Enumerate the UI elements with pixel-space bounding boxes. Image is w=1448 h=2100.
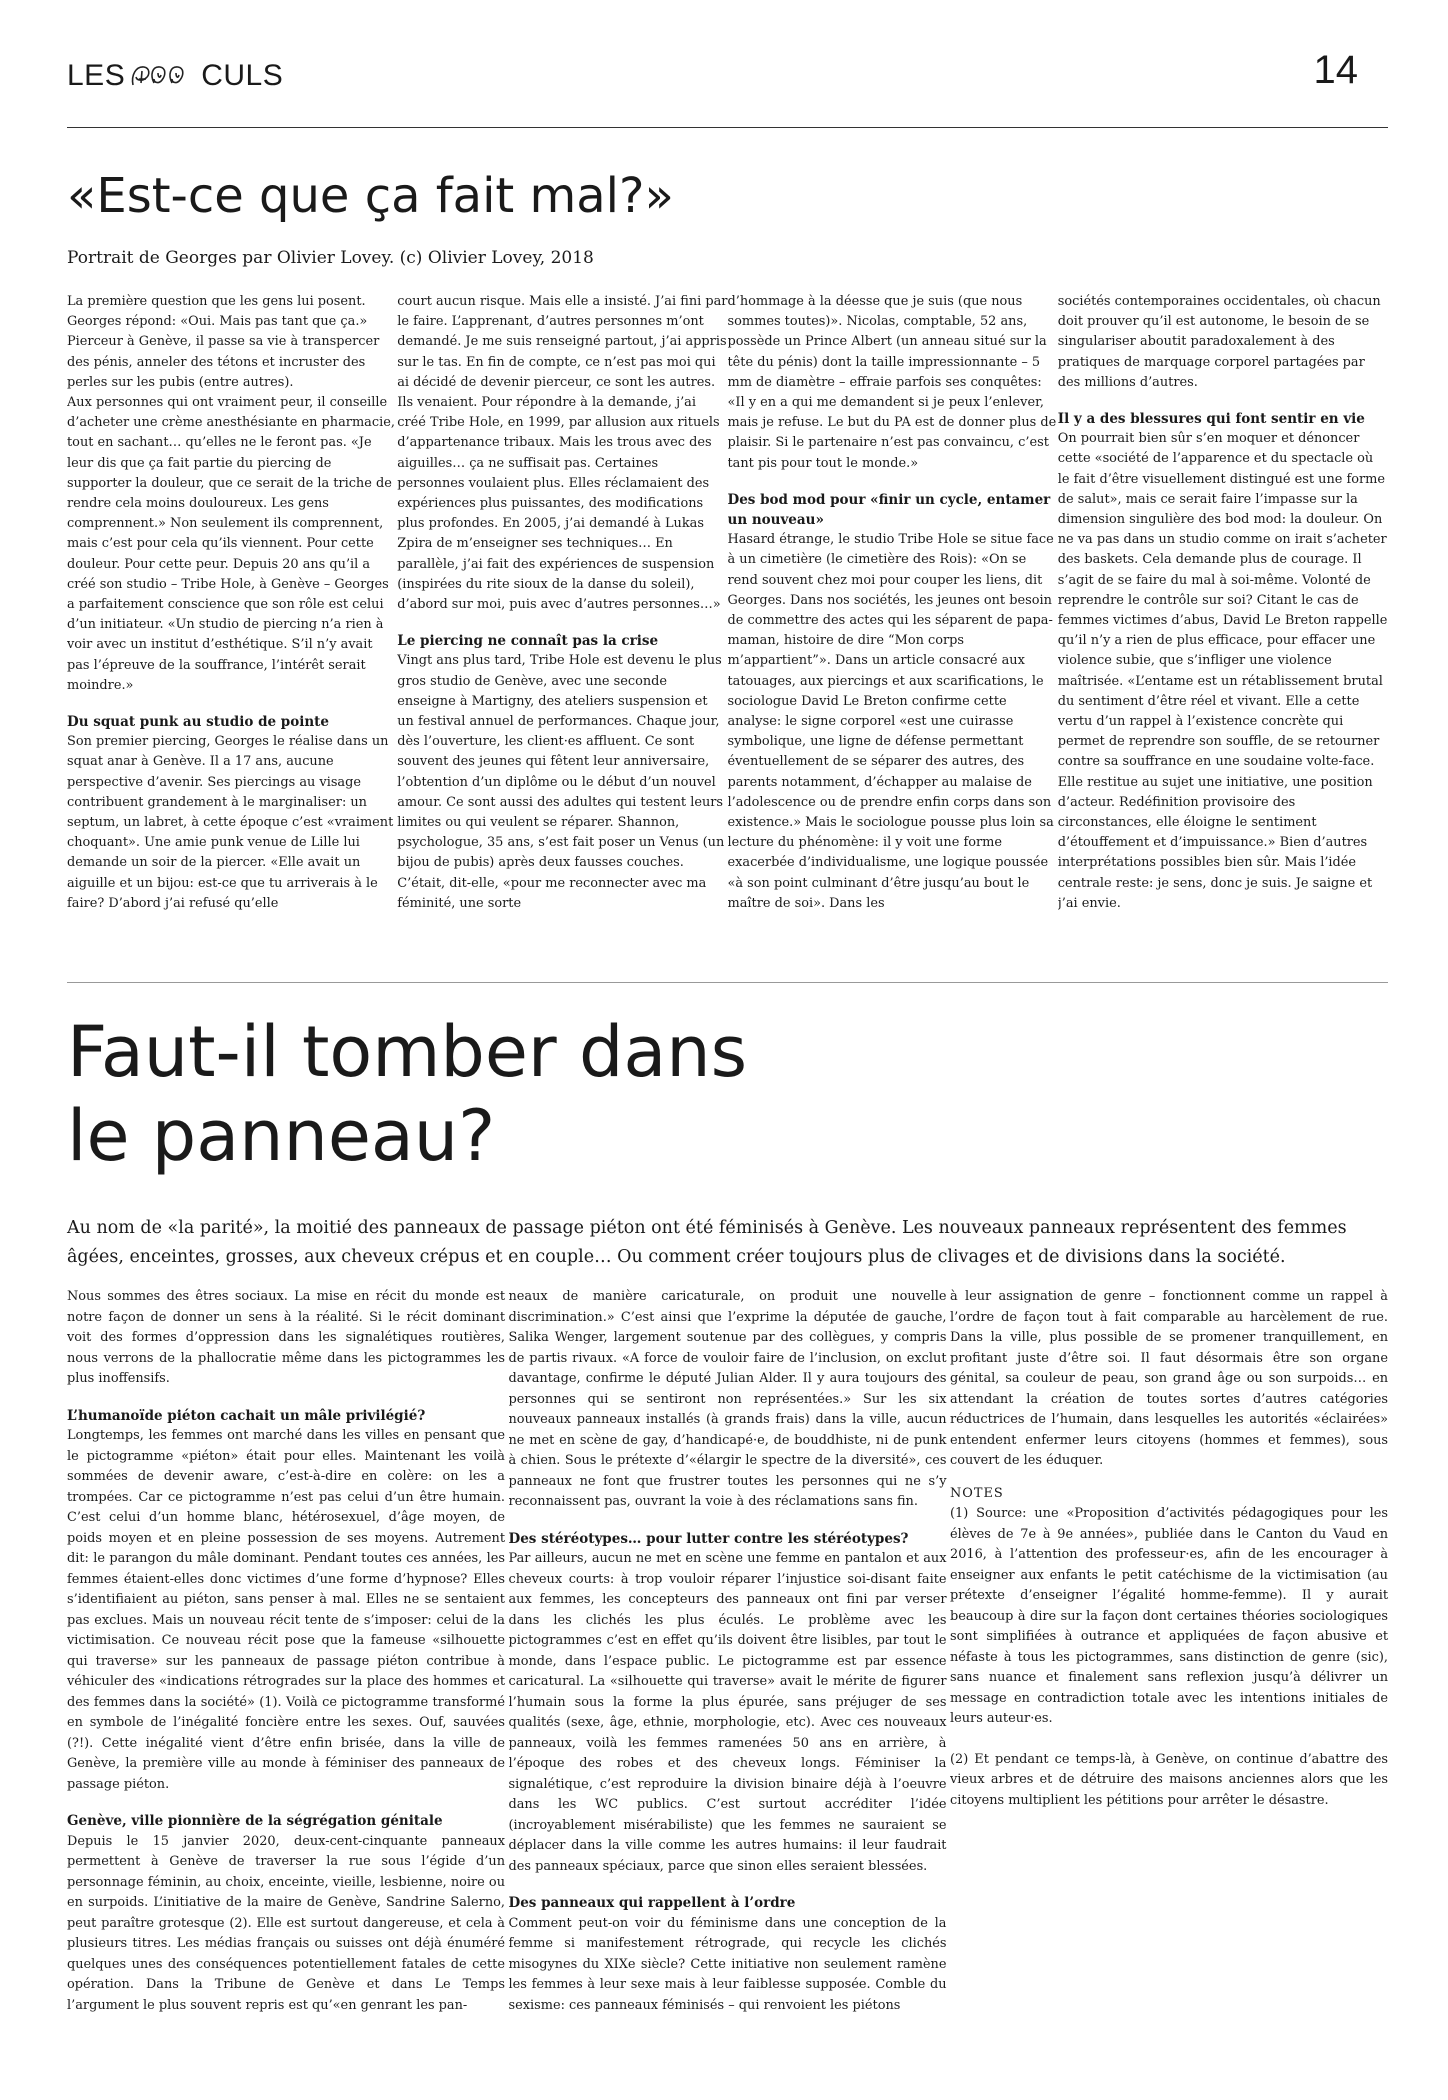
subheading: Des panneaux qui rappellent à l’ordre <box>508 1895 796 1911</box>
paragraph: Comment peut-on voir du féminisme dans une conception de la femme si manifestement rétrograde, qui recycle les clichés misogynes du XIXe siècle? Cette initiative non seulement ramène les femmes à leur sexe mais à leur faiblesse supposée. Comble du sexisme: ces panneaux féminisés – qui renvoient les piétons <box>508 1915 947 2013</box>
subheading: Du squat punk au studio de pointe <box>67 714 330 731</box>
paragraph: d’hommage à la déesse que je suis (que nous sommes toutes)». Nicolas, comptable, 52 ans, possède un Prince Albert (un anneau situé sur la tête du pénis) dont la taille impressionnante – 5 mm de diamètre – effraie parfois ses conquêtes: «Il y en a qui me demandent si je peux l’enlever, mais je refuse. Le but du PA est de donner plus de plaisir. Si le partenaire n’est pas convaincu, c’est tant pis pour tout le monde.» <box>727 294 1057 471</box>
article1-column <box>728 292 1058 962</box>
paragraph: Nous sommes des êtres sociaux. La mise en récit du monde est notre façon de donner un sens à la réalité. Si le récit dominant voit des formes d’oppression dans les signalétiques routières, nous verrons de la phallocratie même dans les pictogrammes les plus inoffensifs. <box>67 1289 505 1386</box>
paragraph: (1) Source: une «Proposition d’activités pédagogiques pour les élèves de 7e à 9e années», publiée dans le Canton du Vaud en 2016, à l’attention des professeur·es, afin de les encourager à enseigner aux enfants le petit catéchisme de la victimisation (au prétexte d’enseigner l’égalité homme-femme). Il y aurait beaucoup à dire sur la façon dont certaines théories sociologiques sont simplifiées à outrance et appliquées de façon abusive et néfaste à tous les pictogrammes, sans distinction de genre (sic), sans nuance et finalement sans reflexion jusqu’à délivrer un message en contradiction totale avec les intentions initiales de leurs auteur·es. <box>950 1506 1388 1726</box>
article2-column <box>950 1287 1388 2087</box>
article2-body <box>67 1287 1388 2087</box>
subheading: Il y a des blessures qui font sentir en vie <box>1057 411 1365 428</box>
article2-title-line1: Faut-il tomber dans <box>67 1011 748 1093</box>
article1-column <box>1058 292 1388 962</box>
section-divider <box>67 982 1388 983</box>
header-rule <box>67 127 1388 128</box>
paragraph: Depuis le 15 janvier 2020, deux-cent-cinquante panneaux permettent à Genève de traverser la rue sous l’égide d’un personnage féminin, au choix, enceinte, vieille, lesbienne, noire ou en surpoids. L’initiative de la maire de Genève, Sandrine Salerno, peut paraître grotesque (2). Elle est surtout dangereuse, et cela à plusieurs titres. Les médias français ou suisses ont déjà énuméré quelques unes des conséquences potentiellement fatales de cette opération. Dans la Tribune de Genève et dans Le Temps l’argument le plus souvent repris est qu’«en genrant les pan- <box>67 1833 505 2013</box>
subheading: Le piercing ne connaît pas la crise <box>397 633 659 650</box>
subheading: Genève, ville pionnière de la ségrégation génitale <box>67 1813 443 1829</box>
paragraph: Vingt ans plus tard, Tribe Hole est devenu le plus gros studio de Genève, avec une seconde enseigne à Martigny, des ateliers suspension et un festival annuel de performances. Chaque jour, dès l’ouverture, les client·es affluent. Ce sont souvent des jeunes qui fêtent leur anniversaire, l’obtention d’un diplôme ou le début d’un nouvel amour. Ce sont aussi des adultes qui testent leurs limites ou qui veulent se réparer. Shannon, psychologue, 35 ans, s’est fait poser un Venus (un bijou de pubis) après deux fausses couches. C’était, dit-elle, «pour me reconnecter avec ma féminité, une sorte <box>397 653 725 911</box>
masthead <box>67 52 283 100</box>
paragraph: sociétés contemporaines occidentales, où chacun doit prouver qu’il est autonome, le besoin de se singulariser aboutit paradoxalement à des pratiques de marquage corporel partagées par des millions d’autres. <box>1057 294 1381 390</box>
paragraph: court aucun risque. Mais elle a insisté. J’ai fini par le faire. L’apprenant, d’autres personnes m’ont demandé. Je me suis renseigné partout, j’ai appris sur le tas. En fin de compte, ce n’est pas moi qui ai décidé de devenir pierceur, ce sont les autres. Ils venaient. Pour répondre à la demande, j’ai créé Tribe Hole, en 1999, par allusion aux rituels d’appartenance tribaux. Mais les trous avec des aiguilles… ça ne suffisait pas. Certaines personnes voulaient plus. Elles réclamaient des expériences plus puissantes, des modifications plus profondes. En 2005, j’ai demandé à Lukas Zpira de m’enseigner ses techniques… En parallèle, j’ai fait des expériences de suspension (inspirées du rite sioux de la danse du soleil), d’abord sur moi, puis avec d’autres personnes…» <box>397 294 728 613</box>
paragraph: Hasard étrange, le studio Tribe Hole se situe face à un cimetière (le cimetière des Rois): «On se rend souvent chez moi pour couper les liens, dit Georges. Dans nos sociétés, les jeunes ont besoin de commettre des actes qui les séparent de papa-maman, histoire de dire “Mon corps m’appartient”». Dans un article consacré aux tatouages, aux piercings et aux scarifications, le sociologue David Le Breton confirme cette analyse: le signe corporel «est une cuirasse symbolique, une ligne de défense permettant éventuellement de se séparer des autres, des parents notamment, d’échapper au malaise de l’adolescence ou de prendre enfin corps dans son existence.» Mais le sociologue pousse plus loin sa lecture du phénomène: il y voit une forme exacerbée d’individualisme, une logique poussée «à son point culminant d’être jusqu’au bout le maître de soi». Dans les <box>727 532 1054 911</box>
notes-label: NOTES <box>950 1485 1004 1501</box>
subheading: Des stéréotypes… pour lutter contre les stéréotypes? <box>508 1530 909 1547</box>
article2-title <box>67 1010 747 1178</box>
photo-caption: Portrait de Georges par Olivier Lovey. (c) Olivier Lovey, 2018 <box>67 248 594 268</box>
article1-body <box>67 292 1388 962</box>
subheading: L’humanoïde piéton cachait un mâle privilégié? <box>67 1407 426 1424</box>
brand-left: LES <box>67 59 126 92</box>
paragraph: Longtemps, les femmes ont marché dans les villes en pensant que le pictogramme «piéton» était pour elles. Maintenant les voilà sommées de devenir aware, c’est-à-dire en colère: on les a trompées. Car ce pictogramme n’est pas celui d’un être humain. C’est celui d’un homme blanc, hétérosexuel, d’âge moyen, de poids moyen et en pleine possession de ses moyens. Autrement dit: le parangon du mâle dominant. Pendant toutes ces années, les femmes étaient-elles donc victimes d’une forme d’hypnose? Elles s’identifiaient au piéton, sans penser à mal. Elles ne se sentaient pas exclues. Mais un nouveau récit tente de s’imposer: celui de la victimisation. Ce nouveau récit pose que la fameuse «silhouette qui traverse» sur les panneaux de passage piéton contribue à véhiculer des «indications rétrogrades sur la place des hommes et des femmes dans la société» (1). Voilà ce pictogramme transformé en symbole de l’inégalité foncière entre les sexes. Ouf, sauvées (?!). Cette inégalité vient d’être enfin brisée, dans la ville de Genève, la première ville au monde à féminiser des panneaux de passage piéton. <box>67 1428 505 1792</box>
article2-lede: Au nom de «la parité», la moitié des panneaux de passage piéton ont été féminisés à Genève. Les nouveaux panneaux représentent des femmes âgées, enceintes, grosses, aux cheveux crépus et en couple… Ou comment créer toujours plus de clivages et de divisions dans la société. <box>67 1217 1347 1267</box>
brand-right: CULS <box>201 59 284 92</box>
article2-column <box>67 1287 505 2087</box>
article1-column <box>67 292 397 962</box>
paragraph: neaux de manière caricaturale, on produit une nouvelle discrimination.» C’est ainsi que l’exprime la députée de gauche, Salika Wenger, largement soutenue par des collègues, y compris de partis rivaux. «A force de vouloir faire de l’inclusion, on exclut davantage, confirme le député Julian Alder. Il y aura toujours des personnes qui se sentiront non représentées.» Sur les six nouveaux panneaux installés (à grands frais) dans la ville, aucun ne met en scène de gay, d’handicapé·e, de bouddhiste, ni de punk à chien. Sous le prétexte d’«élargir le spectre de la diversité», ces panneaux ne font que frustrer toutes les personnes qui ne s’y reconnaissent pas, ouvrant la voie à des réclamations sans fin. <box>508 1289 947 1509</box>
paragraph: Son premier piercing, Georges le réalise dans un squat anar à Genève. Il a 17 ans, aucune perspective d’avenir. Ses piercings au visage contribuent grandement à le marginaliser: un septum, un labret, à cette époque c’est «vraiment choquant». Une amie punk venue de Lille lui demande un soir de la piercer. «Elle avait un aiguille et un bijou: est-ce que tu arriverais à le faire? D’abord j’ai refusé qu’elle <box>67 734 394 911</box>
paragraph: On pourrait bien sûr s’en moquer et dénoncer cette «société de l’apparence et du spectacle où le fait d’être visuellement distingué est une forme de salut», mais ce serait faire l’impasse sur la dimension singulière des bod mod: la douleur. On ne va pas dans un studio comme on irait s’acheter des baskets. Cela demande plus de courage. Il s’agit de se faire du mal à soi-même. Volonté de reprendre le contrôle sur soi? Citant le cas de femmes victimes d’abus, David Le Breton rappelle qu’il n’y a rien de plus efficace, pour effacer une violence subie, que s’infliger une violence maîtrisée. «L’entame est un rétablissement brutal du sentiment d’être réel et vivant. Elle a cette vertu d’un rappel à l’existence concrète qui permet de reprendre son souffle, de se retourner contre sa souffrance en une soudaine volte-face. Elle restitue au sujet une initiative, une position d’acteur. Redéfinition provisoire des circonstances, elle éloigne le sentiment d’étouffement et d’impuissance.» Bien d’autres interprétations possibles bien sûr. Mais l’idée centrale reste: je sens, donc je suis. Je saigne et j’ai envie. <box>1057 431 1388 911</box>
paragraph: La première question que les gens lui posent. Georges répond: «Oui. Mais pas tant que ça.» Pierceur à Genève, il passe sa vie à transpercer des pénis, anneler des tétons et incruster des perles sur les pubis (entre autres). <box>67 294 380 390</box>
page-number: 14 <box>1313 48 1358 92</box>
paragraph: (2) Et pendant ce temps-là, à Genève, on continue d’abattre des vieux arbres et de détruire des maisons anciennes alors que les citoyens multiplient les pétitions pour arrêter le désastre. <box>950 1751 1388 1808</box>
article2-column <box>509 1287 947 2087</box>
article1-column <box>397 292 727 962</box>
subheading: Des bod mod pour «finir un cycle, entamer un nouveau» <box>727 491 1051 529</box>
logo-buttocks-icon <box>128 61 198 91</box>
article2-title-line2: le panneau? <box>67 1095 496 1177</box>
paragraph: Aux personnes qui ont vraiment peur, il conseille d’acheter une crème anesthésiante en pharmacie, tout en sachant… qu’elles ne le feront pas. «Je leur dis que ça fait partie du piercing de supporter la douleur, que ce serait de la triche de rendre cela moins douloureux. Les gens comprennent.» Non seulement ils comprennent, mais c’est pour cela qu’ils viennent. Pour cette douleur. Pour cette peur. Depuis 20 ans qu’il a créé son studio – Tribe Hole, à Genève – Georges a parfaitement conscience que son rôle est celui d’un initiateur. «Un studio de piercing n’a rien à voir avec un institut d’esthétique. S’il n’y avait pas l’épreuve de la souffrance, l’intérêt serait moindre.» <box>67 395 395 693</box>
paragraph: à leur assignation de genre – fonctionnent comme un rappel à l’ordre de façon tout à fait comparable au harcèlement de rue. Dans la ville, plus possible de se promener tranquillement, en profitant juste d’être soi. Il faut désormais être son organe génital, sa couleur de peau, son grand âge ou son surpoids… en attendant la création de toutes sortes d’autres catégories réductrices de l’humain, dans lesquelles les autorités «éclairées» entendent enfermer leurs citoyens (hommes et femmes), sous couvert de les éduquer. <box>950 1289 1388 1468</box>
article1-title: «Est-ce que ça fait mal?» <box>67 168 674 224</box>
paragraph: Par ailleurs, aucun ne met en scène une femme en pantalon et aux cheveux courts: à trop vouloir réparer l’injustice soi-disant faite aux femmes, les concepteurs des panneaux ont fini par verser dans les clichés les plus éculés. Le problème avec les pictogrammes c’est en effet qu’ils doivent être lisibles, par tout le monde, dans l’espace public. Le pictogramme est par essence caricatural. La «silhouette qui traverse» avait le mérite de figurer l’humain sous la forme la plus épurée, sans préjuger de ses qualités (sexe, âge, ethnie, morphologie, etc). Avec ces nouveaux panneaux, voilà les femmes ramenées 50 ans en arrière, à l’époque des robes et des cheveux longs. Féminiser la signalétique, c’est reproduire la division binaire déjà à l’oeuvre dans les WC publics. C’est surtout accréditer l’idée (incroyablement misérabiliste) que les femmes ne sauraient se déplacer dans la ville comme les autres humains: il leur faudrait des panneaux spéciaux, parce que sinon elles seraient blessées. <box>508 1551 947 1874</box>
